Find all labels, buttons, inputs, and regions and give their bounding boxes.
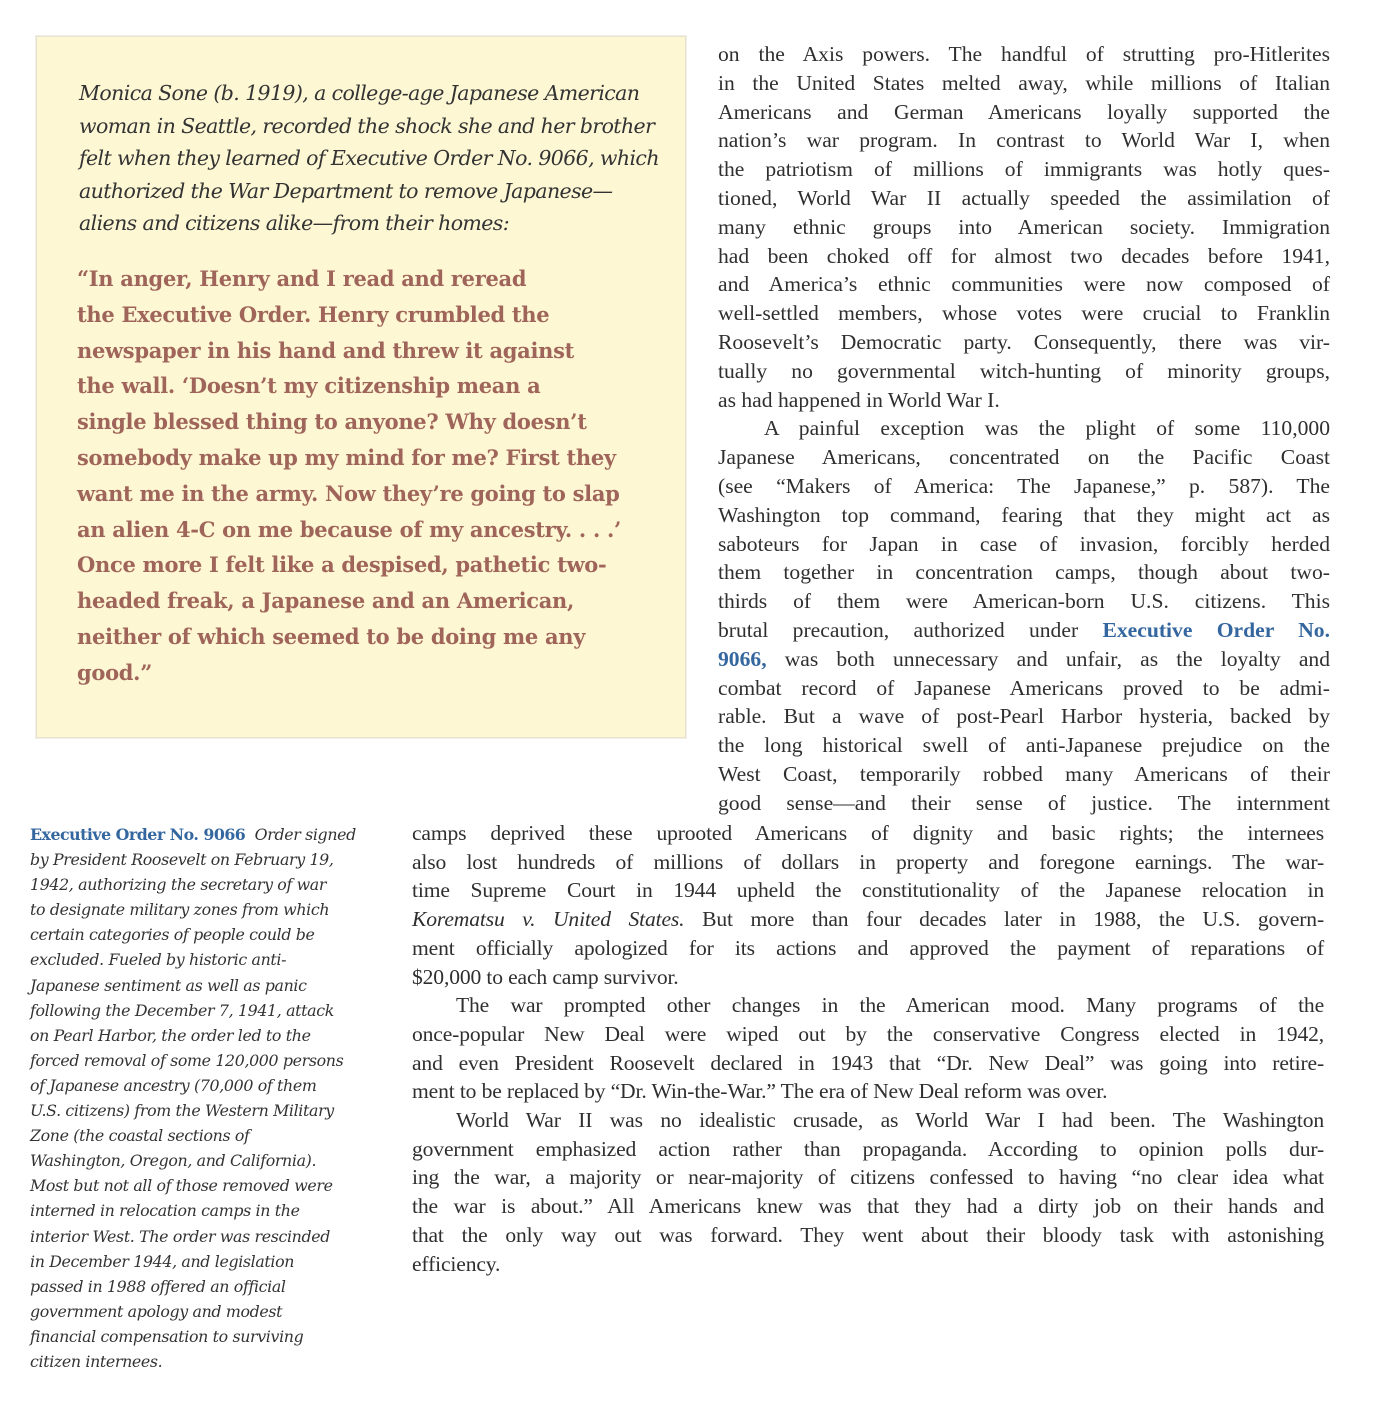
text-line: efficiency. (412, 1251, 501, 1276)
glossary-line: on Pearl Harbor, the order led to the (30, 1025, 311, 1045)
quote-line: neither of which seemed to be doing me any (77, 623, 586, 649)
intro-line: Monica Sone (b. 1919), a college-age Japanese American (79, 81, 640, 105)
intro-line: authorized the War Department to remove Japanese— (79, 178, 613, 203)
text-line: ment officially apologized for its actions and approved the payment of reparations of (412, 935, 1324, 960)
text-line: on the Axis powers. The handful of strutting pro-Hitlerites (718, 42, 1330, 66)
intro-line: felt when they learned of Executive Order No. 9066, which (79, 146, 659, 170)
paragraph-start-line: A painful exception was the plight of some 110,000 (764, 416, 1330, 441)
text-line: Americans and German Americans loyally supported the (718, 99, 1330, 124)
quote-line: single blessed thing to anyone? Why doesn’t (77, 409, 587, 435)
glossary-line: 1942, authorizing the secretary of war (30, 875, 327, 895)
text-line: nation’s war program. In contrast to World War I, when (718, 128, 1330, 153)
text-line: them together in concentration camps, though about two- (718, 560, 1330, 585)
quote-line: the wall. ‘Doesn’t my citizenship mean a (77, 373, 541, 399)
text-fragment: But more than four decades later in 1988, the U.S. govern- (684, 907, 1324, 932)
glossary-line: by President Roosevelt on February 19, (30, 850, 334, 870)
main-text-column (718, 40, 1330, 818)
quote-line: “In anger, Henry and I read and reread (77, 266, 527, 291)
glossary-line: excluded. Fueled by historic anti- (30, 950, 287, 970)
text-fragment: Order signed (254, 825, 356, 844)
glossary-line: Washington, Oregon, and California). (30, 1151, 317, 1171)
text-line: Japanese Americans, concentrated on the Pacific Coast (718, 445, 1330, 470)
text-line: many ethnic groups into American society. Immigration (718, 214, 1330, 239)
text-line: the war is about.” All Americans knew was that they had a dirty job on their hands and (412, 1194, 1324, 1219)
main-text-wide (412, 819, 1324, 1278)
text-line: camps deprived these uprooted Americans of dignity and basic rights; the internees (412, 821, 1324, 845)
text-line: combat record of Japanese Americans proved to be admi- (718, 675, 1330, 700)
text-line: West Coast, temporarily robbed many Americans of their (718, 761, 1330, 786)
text-line: Washington top command, fearing that they might act as (718, 502, 1330, 527)
text-line: (see “Makers of America: The Japanese,” p. 587). The (718, 473, 1330, 498)
text-line-with-case (412, 905, 1324, 934)
quote-line: Once more I felt like a despised, pathetic two- (77, 552, 607, 578)
glossary-line: Zone (the coastal sections of (30, 1126, 250, 1146)
text-line: Roosevelt’s Democratic party. Consequently, there was vir- (718, 329, 1330, 354)
quote-line: want me in the army. Now they’re going to slap (77, 480, 620, 506)
quote-line: good.” (77, 659, 152, 685)
glossary-line: financial compensation to surviving (30, 1326, 304, 1346)
glossary-line: citizen internees. (30, 1351, 163, 1371)
text-line: government emphasized action rather than propaganda. According to opinion polls dur- (412, 1136, 1324, 1161)
text-line-with-term (718, 645, 1330, 674)
text-line: thirds of them were American-born U.S. citizens. This (718, 589, 1330, 614)
quote-introduction (79, 77, 659, 240)
glossary-line: government apology and modest (30, 1301, 283, 1321)
text-line: and America’s ethnic communities were now composed of (718, 272, 1330, 297)
text-line: as had happened in World War I. (718, 387, 1000, 412)
court-case-name: Korematsu v. United States. (412, 907, 685, 932)
glossary-line: interned in relocation camps in the (30, 1201, 300, 1221)
text-line: well-settled members, whose votes were crucial to Franklin (718, 301, 1330, 326)
quote-line: somebody make up my mind for me? First they (77, 444, 616, 470)
text-line: had been choked off for almost two decades before 1941, (718, 243, 1330, 268)
text-line-with-term (718, 616, 1330, 645)
key-term-executive-order-number[interactable]: 9066, (718, 646, 767, 671)
text-line: tually no governmental witch-hunting of minority groups, (718, 358, 1330, 383)
text-line: the long historical swell of anti-Japanese prejudice on the (718, 733, 1330, 758)
glossary-term: Executive Order No. 9066 (30, 825, 246, 844)
glossary-line: Most but not all of those removed were (30, 1176, 333, 1196)
text-line: in the United States melted away, while millions of Italian (718, 70, 1330, 95)
text-line: that the only way out was forward. They went about their bloody task with astonishing (412, 1222, 1324, 1247)
intro-line: aliens and citizens alike—from their homes: (79, 211, 510, 235)
glossary-line: of Japanese ancestry (70,000 of them (30, 1075, 317, 1095)
quote-line: the Executive Order. Henry crumbled the (77, 301, 550, 327)
quote-line: headed freak, a Japanese and an American, (77, 588, 575, 614)
glossary-line: Japanese sentiment as well as panic (30, 975, 307, 995)
text-fragment: brutal precaution, authorized under (718, 617, 1103, 642)
text-line: tioned, World War II actually speeded the assimilation of (718, 185, 1330, 210)
quote-line: an alien 4-C on me because of my ancestry. . . .’ (77, 516, 621, 542)
glossary-line: to designate military zones from which (30, 900, 330, 920)
primary-source-quote-box (36, 36, 686, 738)
text-line: also lost hundreds of millions of dollars in property and foregone earnings. The war- (412, 849, 1324, 874)
text-line: saboteurs for Japan in case of invasion, forcibly herded (718, 531, 1330, 556)
glossary-line: passed in 1988 offered an official (30, 1276, 286, 1296)
text-line: ment to be replaced by “Dr. Win-the-War.” The era of New Deal reform was over. (412, 1079, 1108, 1104)
margin-glossary-note (30, 822, 380, 1374)
glossary-line: interior West. The order was rescinded (30, 1226, 330, 1246)
text-line: good sense—and their sense of justice. The internment (718, 790, 1330, 815)
text-line: $20,000 to each camp survivor. (412, 964, 679, 989)
text-line: and even President Roosevelt declared in 1943 that “Dr. New Deal” was going into retire- (412, 1050, 1324, 1075)
paragraph-start-line: The war prompted other changes in the American mood. Many programs of the (456, 993, 1324, 1018)
text-line: rable. But a wave of post-Pearl Harbor hysteria, backed by (718, 704, 1330, 729)
paragraph-start-line: World War II was no idealistic crusade, as World War I had been. The Washington (456, 1108, 1324, 1133)
text-line: ing the war, a majority or near-majority of citizens confessed to having “no clear idea what (412, 1165, 1324, 1190)
glossary-line: U.S. citizens) from the Western Military (30, 1101, 334, 1121)
quote-text (77, 261, 667, 691)
glossary-line: certain categories of people could be (30, 925, 315, 945)
quote-line: newspaper in his hand and threw it against (77, 337, 575, 363)
glossary-first-line (30, 822, 380, 847)
intro-line: woman in Seattle, recorded the shock she and her brother (79, 113, 655, 138)
glossary-line: in December 1944, and legislation (30, 1251, 295, 1271)
text-line: time Supreme Court in 1944 upheld the constitutionality of the Japanese relocation in (412, 878, 1324, 903)
text-line: once-popular New Deal were wiped out by the conservative Congress elected in 1942, (412, 1021, 1324, 1046)
key-term-executive-order[interactable]: Executive Order No. (1102, 617, 1330, 642)
glossary-line: forced removal of some 120,000 persons (30, 1050, 344, 1070)
text-line: the patriotism of millions of immigrants was hotly ques- (718, 157, 1330, 182)
glossary-line: following the December 7, 1941, attack (30, 1000, 334, 1020)
text-fragment: was both unnecessary and unfair, as the loyalty and (766, 646, 1330, 671)
